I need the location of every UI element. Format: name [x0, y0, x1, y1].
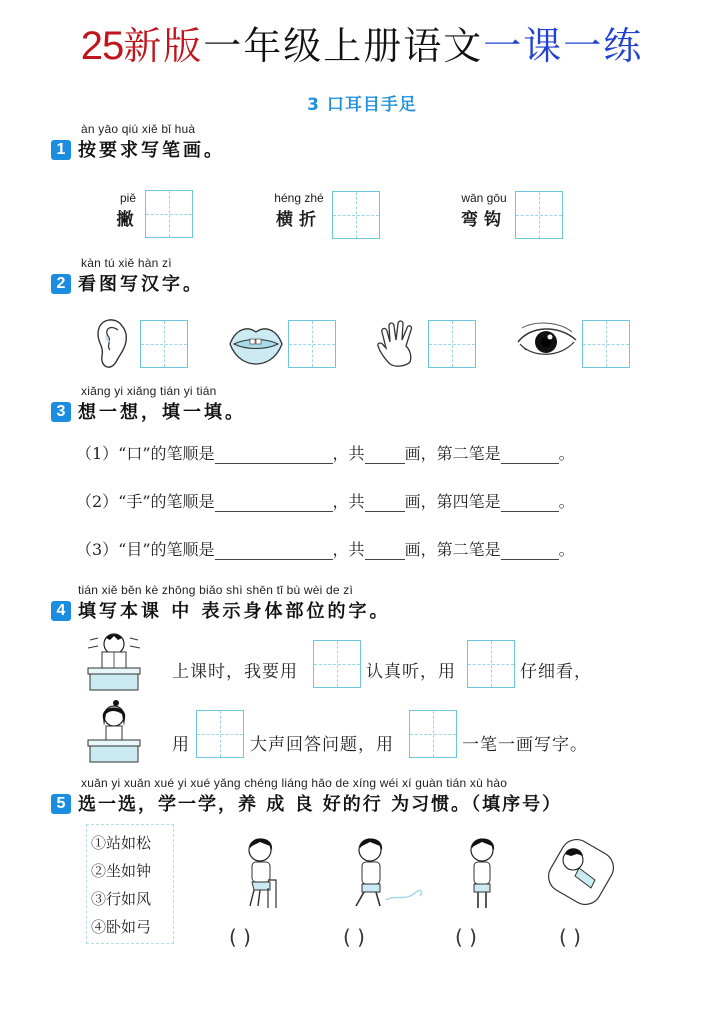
- fill-row-1-mid2: 画，第二笔是: [404, 444, 501, 463]
- sentence-line-1b: [366, 657, 456, 682]
- sentence-line-2c: [462, 730, 588, 755]
- sentence-2-part-c: 一笔一画写字。: [462, 735, 588, 755]
- hand-icon: [376, 318, 422, 368]
- stroke-count-blank-3[interactable]: [365, 542, 405, 560]
- eye-icon: [516, 322, 578, 362]
- question-3-pinyin: xiǎng yi xiǎng tián yi tián: [81, 384, 217, 398]
- fill-row-3-prefix: （3）“目”的笔顺是: [76, 540, 215, 559]
- sentence-1-part-b: 认真听，用: [366, 662, 456, 682]
- stroke-wangou-pinyin: wān gōu: [461, 191, 507, 205]
- answer-blank-1[interactable]: ( ): [229, 925, 251, 949]
- banner-edition: 新版: [123, 24, 204, 68]
- writing-grid-mouth[interactable]: [288, 320, 336, 368]
- girl-writing-icon: [84, 700, 144, 764]
- body-part-grid-2[interactable]: [467, 640, 515, 688]
- sentence-line-1c: [520, 657, 592, 682]
- boy-sleeping-icon: [545, 836, 617, 908]
- sentence-1-part-c: 仔细看，: [520, 662, 592, 682]
- nth-stroke-blank-2[interactable]: [501, 494, 559, 512]
- habit-option-4: ④卧如弓: [91, 918, 152, 936]
- sentence-line-2b: [250, 730, 394, 755]
- banner-series: 一课一练: [483, 24, 644, 68]
- stroke-order-blank-3[interactable]: [215, 542, 333, 560]
- writing-grid-ear[interactable]: [140, 320, 188, 368]
- fill-row-2-end: 。: [558, 492, 575, 511]
- answer-blank-3[interactable]: ( ): [455, 925, 477, 949]
- sentence-2-part-b: 大声回答问题，用: [250, 735, 394, 755]
- fill-row-3: [76, 537, 575, 560]
- habit-option-2: ②坐如钟: [91, 862, 152, 880]
- fill-row-3-end: 。: [558, 540, 575, 559]
- boy-walking-icon: [350, 836, 430, 912]
- writing-grid-pie[interactable]: [145, 190, 193, 238]
- stroke-hengzhe-hanzi: 横折: [276, 210, 322, 230]
- banner-grade: 一年级上册语文: [203, 24, 484, 68]
- page-banner: [0, 18, 724, 74]
- stroke-pie-hanzi: 撇: [116, 210, 140, 230]
- body-part-grid-1[interactable]: [313, 640, 361, 688]
- body-part-grid-4[interactable]: [409, 710, 457, 758]
- stroke-wangou-label: [455, 191, 513, 230]
- question-4-text: 填写本课 中 表示身体部位的字。: [78, 601, 391, 622]
- writing-grid-eye[interactable]: [582, 320, 630, 368]
- habit-options-box: [86, 824, 174, 944]
- nth-stroke-blank-1[interactable]: [501, 446, 559, 464]
- question-3-number-badge: 3: [51, 402, 71, 422]
- sentence-1-part-a: 上课时，我要用: [172, 662, 298, 682]
- fill-row-3-mid2: 画，第二笔是: [404, 540, 501, 559]
- fill-row-1-end: 。: [558, 444, 575, 463]
- fill-row-1-prefix: （1）“口”的笔顺是: [76, 444, 215, 463]
- fill-row-2-prefix: （2）“手”的笔顺是: [76, 492, 215, 511]
- fill-row-1: [76, 441, 575, 464]
- question-2-pinyin: kàn tú xiě hàn zì: [81, 256, 172, 270]
- fill-row-3-mid1: ，共: [332, 540, 365, 559]
- stroke-pie-pinyin: piě: [119, 191, 136, 205]
- sentence-2-part-a: 用: [172, 735, 190, 755]
- answer-blank-2[interactable]: ( ): [343, 925, 365, 949]
- fill-row-2-mid2: 画，第四笔是: [404, 492, 501, 511]
- stroke-pie-label: [113, 191, 143, 230]
- boy-standing-icon: [462, 836, 502, 912]
- question-2-text: 看图写汉字。: [78, 274, 204, 295]
- question-2-number-badge: 2: [51, 274, 71, 294]
- ear-icon: [92, 316, 132, 372]
- question-5-number-badge: 5: [51, 794, 71, 814]
- writing-grid-hand[interactable]: [428, 320, 476, 368]
- fill-row-2: [76, 489, 575, 512]
- body-part-grid-3[interactable]: [196, 710, 244, 758]
- stroke-wangou-hanzi: 弯钩: [461, 210, 507, 230]
- boy-sitting-icon: [240, 836, 282, 912]
- mouth-icon: [228, 322, 284, 366]
- stroke-count-blank-2[interactable]: [365, 494, 405, 512]
- nth-stroke-blank-3[interactable]: [501, 542, 559, 560]
- boy-reading-icon: [84, 630, 144, 692]
- lesson-title: 3 口耳目手足: [307, 95, 417, 115]
- stroke-hengzhe-label: [268, 191, 330, 230]
- question-1-pinyin: àn yāo qiú xiě bǐ huà: [81, 122, 196, 136]
- question-1-number-badge: 1: [51, 140, 71, 160]
- writing-grid-wangou[interactable]: [515, 191, 563, 239]
- answer-blank-4[interactable]: ( ): [559, 925, 581, 949]
- stroke-order-blank-2[interactable]: [215, 494, 333, 512]
- question-4-pinyin: tián xiě běn kè zhōng biǎo shì shēn tǐ bù wèi de zì: [78, 583, 354, 597]
- question-3-text: 想一想，填一填。: [78, 402, 246, 423]
- sentence-line-1: [172, 657, 298, 682]
- stroke-count-blank-1[interactable]: [365, 446, 405, 464]
- stroke-hengzhe-pinyin: héng zhé: [274, 191, 324, 205]
- habit-option-1: ①站如松: [91, 834, 152, 852]
- question-5-pinyin: xuǎn yi xuǎn xué yi xué yǎng chéng liáng hǎo de xíng wéi xí guàn tián xù hào: [81, 776, 508, 790]
- question-5-text: 选一选，学一学，养 成 良 好的行 为习惯。（填序号）: [78, 794, 563, 815]
- writing-grid-hengzhe[interactable]: [332, 191, 380, 239]
- fill-row-2-mid1: ，共: [332, 492, 365, 511]
- fill-row-1-mid1: ，共: [332, 444, 365, 463]
- question-1-text: 按要求写笔画。: [78, 140, 225, 161]
- banner-year: 25: [80, 24, 124, 68]
- stroke-order-blank-1[interactable]: [215, 446, 333, 464]
- sentence-line-2: [172, 730, 190, 755]
- habit-option-3: ③行如风: [91, 890, 152, 908]
- question-4-number-badge: 4: [51, 601, 71, 621]
